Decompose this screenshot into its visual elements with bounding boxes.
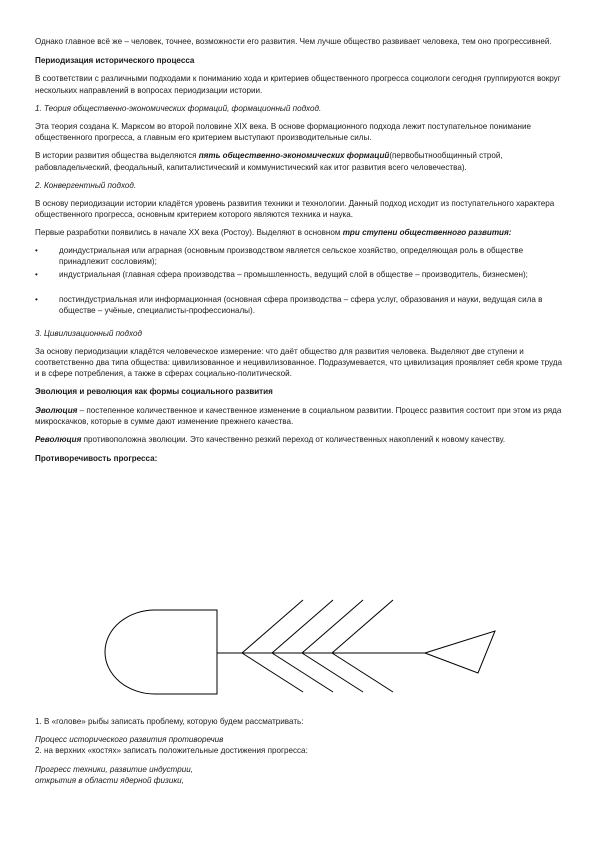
stage-text: постиндустриальная или информационная (основная сфера производства – сфера услуг, образования и науки, ведущая сила в обществе – учёные, специалисты-профессионалы). (59, 295, 543, 316)
lower-bone (332, 653, 393, 692)
list-item (35, 245, 565, 267)
fish-tail (425, 631, 495, 673)
revolution-text: противоположна эволюции. Это качественно резкий переход от количественных накоплений к новому качеству. (81, 435, 506, 445)
upper-bone (272, 600, 333, 653)
list-item (35, 269, 565, 280)
revolution-term: Революция (35, 435, 82, 445)
bullet-icon: • (35, 270, 38, 280)
marx-paragraph: Эта теория создана К. Марксом во второй половине XIX века. В основе формационного подхода лежит поступательное понимание общественного прогресса, а главным его критерием выступают производительные силы. (35, 122, 531, 143)
list-item (35, 294, 565, 316)
first-text-a: Первые разработки появились в начале XX века (Ростоу). Выделяют в основном (35, 228, 343, 238)
revolution-paragraph (35, 434, 565, 445)
tech-paragraph: В основу периодизации истории кладётся уровень развития техники и технологии. Данный подход исходит из поступательного характера общественного прогресса, основным критерием которого являются техника и наука. (35, 199, 555, 220)
upper-bone (332, 600, 393, 653)
formations-text-a: В истории развития общества выделяются (35, 151, 199, 161)
heading-contradiction: Противоречивость прогресса: (35, 454, 158, 464)
heading-periodization: Периодизация исторического процесса (35, 56, 195, 66)
bullet-icon: • (35, 245, 38, 255)
convergent-heading: 2. Конвергентный подход. (35, 180, 137, 190)
fishbone-diagram (95, 596, 505, 698)
formations-text-c: (первобытнообщинный строй, рабовладельческий, феодальный, капиталистический и коммунистический как итог развития всего человечества). (35, 151, 503, 172)
step2-text: 2. на верхних «костях» записать положительные достижения прогресса: (35, 746, 308, 756)
three-stages-term: три ступени общественного развития: (342, 228, 512, 238)
first-developments-paragraph (35, 227, 565, 238)
civ-heading: 3. Цивилизационный подход (35, 328, 142, 338)
lower-bone (272, 653, 333, 692)
bullet-icon: • (35, 295, 38, 305)
upper-bone (242, 600, 303, 653)
example-line-2: открытия в области ядерной физики, (35, 775, 184, 785)
stage-text: доиндустриальная или аграрная (основным производством является сельское хозяйство, определяющая роль в обществе принадлежит сословиям); (59, 245, 524, 266)
evolution-paragraph (35, 405, 565, 427)
formations-term: пять общественно-экономических формаций (198, 151, 390, 161)
heading-evolution: Эволюция и революция как формы социального развития (35, 387, 273, 397)
upper-bone (302, 600, 363, 653)
example-line-1: Прогресс техники, развитие индустрии, (35, 764, 193, 774)
document-page (35, 36, 565, 464)
fish-head (105, 610, 217, 694)
intro-paragraph: Однако главное всё же – человек, точнее, возможности его развития. Чем лучше общество развивает человека, тем оно прогрессивней. (35, 37, 552, 46)
civ-paragraph: За основу периодизации кладётся человеческое измерение: что даёт общество для развития человека. Выделяют две ступени и соответственно два типа общества: цивилизованное и нецивилизованное. Подразумевается, что цивилизация проявляет себя кроме труда и в сфере потребления, а также в сферах социально-политической. (35, 346, 562, 379)
evolution-text: – постепенное количественное и качественное изменение в социальном развитии. Процесс развития состоит при этом из ряда микроскачков, которые в сумме дают изменение прежнего качества. (35, 405, 562, 426)
step1-example: Процесс исторического развития противоречив (35, 735, 224, 745)
fishbone-instructions (35, 716, 565, 786)
approaches-paragraph: В соответствии с различными подходами к пониманию хода и критериев общественного прогресса социологи сегодня группируются вокруг нескольких направлений в вопросах периодизации истории. (35, 74, 561, 95)
evolution-term: Эволюция (35, 405, 78, 415)
stages-list (35, 245, 565, 317)
lower-bone (302, 653, 363, 692)
formations-paragraph (35, 150, 565, 172)
stage-text: индустриальная (главная сфера производства – промышленность, ведущий слой в обществе – производитель, бизнесмен); (59, 270, 528, 280)
lower-bone (242, 653, 303, 692)
step1-text: 1. В «голове» рыбы записать проблему, которую будем рассматривать: (35, 717, 304, 726)
theory1-heading: 1. Теория общественно-экономических формаций, формационный подход. (35, 103, 322, 113)
